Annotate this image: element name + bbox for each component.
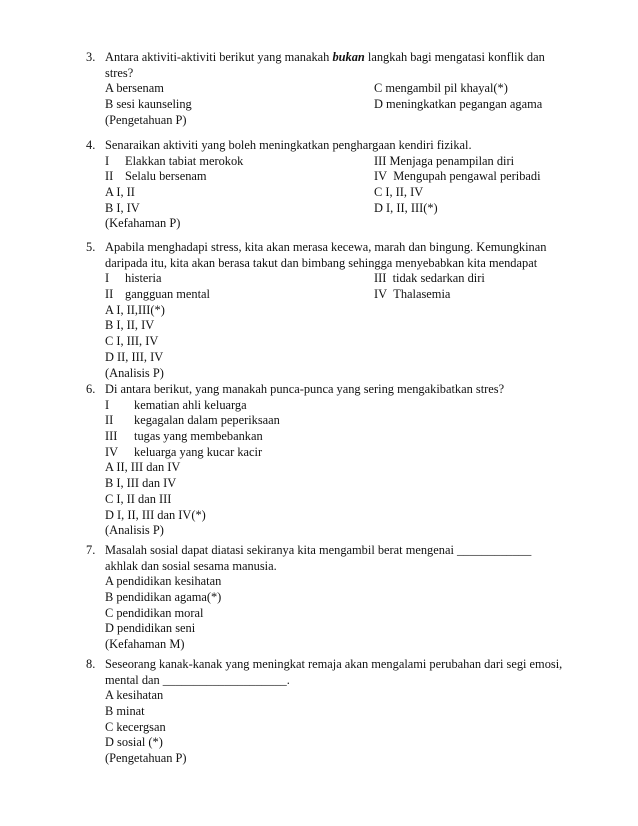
question-stem-line: mental dan ____________________.: [105, 672, 290, 687]
question-number: 8.: [86, 657, 96, 671]
option-b: B sesi kaunseling: [105, 97, 192, 112]
option-row: [105, 201, 586, 217]
question-number: 4.: [86, 138, 96, 152]
option-b: B minat: [105, 704, 145, 719]
option-a: A kesihatan: [105, 688, 164, 703]
option-row: [105, 185, 586, 201]
roman-item-1: I kematian ahli keluarga: [105, 397, 247, 412]
question-tag: (Kefahaman P): [105, 216, 181, 231]
question-number: 5.: [86, 240, 96, 254]
option-d: D I, II, III dan IV(*): [105, 507, 206, 522]
question-tag: (Analisis P): [105, 365, 164, 380]
roman-item-4: IV keluarga yang kucar kacir: [105, 444, 263, 459]
question-stem: Seseorang kanak-kanak yang meningkat remaja akan mengalami perubahan dari segi emosi,: [105, 657, 563, 671]
question-stem-line: stres?: [105, 65, 134, 80]
question-4: [86, 138, 586, 232]
option-d: D meningkatkan pegangan agama: [374, 97, 543, 112]
option-a: A I, II: [105, 185, 135, 200]
roman-item-4: IV Mengupah pengawal peribadi: [374, 169, 541, 184]
roman-row: [105, 169, 586, 185]
option-b: B pendidikan agama(*): [105, 590, 222, 605]
question-stem: Masalah sosial dapat diatasi sekiranya kita mengambil berat mengenai ____________: [105, 543, 532, 557]
roman-row: [105, 287, 586, 303]
option-row: [105, 97, 586, 113]
question-tag: (Pengetahuan P): [105, 112, 187, 127]
option-c: C I, III, IV: [105, 334, 159, 349]
question-stem-line: daripada itu, kita akan berasa takut dan bimbang sehingga menyebabkan kita mendapat: [105, 255, 538, 270]
question-stem: Di antara berikut, yang manakah punca-punca yang sering mengakibatkan stres?: [105, 382, 505, 396]
question-stem: Apabila menghadapi stress, kita akan merasa kecewa, marah dan bingung. Kemungkinan: [105, 240, 547, 254]
option-c: C pendidikan moral: [105, 605, 204, 620]
roman-item-3: III Menjaga penampilan diri: [374, 153, 515, 168]
option-a: A bersenam: [105, 81, 164, 96]
question-7: [86, 543, 586, 653]
option-c: C kecergsan: [105, 719, 166, 734]
roman-item-3: III tidak sedarkan diri: [374, 271, 485, 286]
roman-row: [105, 154, 586, 170]
question-6: [86, 382, 586, 539]
question-8: [86, 657, 586, 767]
option-c: C I, II dan III: [105, 491, 172, 506]
roman-item-2: II Selalu bersenam: [105, 169, 207, 184]
question-stem-line: akhlak dan sosial sesama manusia.: [105, 558, 277, 573]
roman-item-1: I histeria: [105, 271, 162, 286]
option-a: A pendidikan kesihatan: [105, 574, 222, 589]
question-tag: (Kefahaman M): [105, 637, 185, 652]
question-number: 7.: [86, 543, 96, 557]
option-d: D pendidikan seni: [105, 621, 196, 636]
roman-item-3: III tugas yang membebankan: [105, 429, 263, 444]
option-d: D II, III, IV: [105, 349, 164, 364]
option-d: D sosial (*): [105, 735, 163, 750]
question-stem: Senaraikan aktiviti yang boleh meningkatkan penghargaan kendiri fizikal.: [105, 138, 472, 152]
option-c: C I, II, IV: [374, 185, 424, 200]
roman-item-2: II gangguan mental: [105, 287, 210, 302]
question-3: [86, 50, 586, 128]
roman-row: [105, 271, 586, 287]
option-b: B I, IV: [105, 200, 140, 215]
option-row: [105, 81, 586, 97]
option-d: D I, II, III(*): [374, 200, 438, 215]
roman-item-4: IV Thalasemia: [374, 287, 451, 302]
option-b: B I, III dan IV: [105, 476, 177, 491]
option-c: C mengambil pil khayal(*): [374, 81, 508, 96]
question-number: 6.: [86, 382, 96, 396]
question-stem: Antara aktiviti-aktiviti berikut yang manakah bukan langkah bagi mengatasi konflik dan: [105, 50, 545, 64]
question-tag: (Pengetahuan P): [105, 751, 187, 766]
roman-item-1: I Elakkan tabiat merokok: [105, 153, 244, 168]
roman-item-2: II kegagalan dalam peperiksaan: [105, 413, 280, 428]
question-number: 3.: [86, 50, 96, 64]
question-5: [86, 240, 586, 381]
question-tag: (Analisis P): [105, 523, 164, 538]
option-a: A I, II,III(*): [105, 302, 165, 317]
option-b: B I, II, IV: [105, 318, 155, 333]
emphasis-word: bukan: [332, 50, 365, 64]
option-a: A II, III dan IV: [105, 460, 181, 475]
